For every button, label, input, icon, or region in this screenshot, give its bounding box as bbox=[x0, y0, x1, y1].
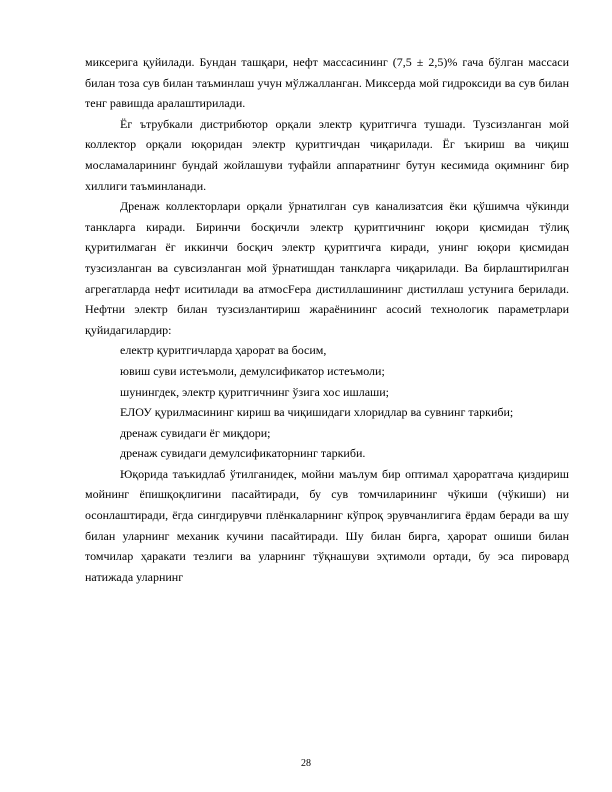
list-item-oil-content: дренаж сувидаги ёг миқдори; bbox=[120, 425, 271, 440]
page-number: 28 bbox=[301, 758, 311, 769]
document-body bbox=[85, 52, 569, 587]
paragraph-1: миксерига қуйилади. Бундан ташқари, нефт массасининг (7,5 ± 2,5)% гача бўлган массаси билан тоза сув билан таъминлаш учун мўлжалланган. Миксерда мой гидроксиди ва сув билан тенг равишда аралаштирилади. bbox=[85, 55, 569, 111]
list-item-demulsifier-content: дренаж сувидаги демулсификаторнинг таркиби. bbox=[120, 446, 366, 461]
list-item-wash-water: ювиш суви истеъмоли, демулсификатор истеъмоли; bbox=[120, 363, 385, 378]
list-item-temperature-pressure: електр қуритгичларда ҳарорат ва босим, bbox=[120, 343, 327, 358]
paragraph-2: Ёг ътрубкали дистрибютор орқали электр қуритгичга тушади. Тузсизланган мой коллектор орқали юқоридан электр қуритгичдан чиқарилади. Ёг ъкириш ва чиқиш мосламаларининг бундай жойлашуви туфайли аппаратнинг бутун кесимида оқимнинг бир хиллиги таъминланади. bbox=[85, 116, 569, 193]
paragraph-4: Юқорида таъкидлаб ўтилганидек, мойни маълум бир оптимал ҳароратгача қиздириш мойнинг ёпишқоқлигини пасайтиради, бу сув томчиларининг чўкиши (чўкиши) ни осонлаштиради, ёгда сингдирувчи плёнкаларнинг кўпроқ эрувчанлигига ёрдам беради ва шу билан уларнинг механик кучини пасайтиради. Шу билан бирга, ҳарорат ошиши билан томчилар ҳаракати тезлиги ва уларнинг тўқнашуви эҳтимоли ортади, бу эса пировард натижада уларнинг bbox=[85, 466, 569, 584]
list-item-specific-operation: шунингдек, электр қуритгичнинг ўзига хос ишлаши; bbox=[120, 384, 390, 399]
paragraph-3: Дренаж коллекторлари орқали ўрнатилган сув канализатсия ёки қўшимча чўкинди танкларга киради. Биринчи босқичли электр қуритгичнинг юқори қисмидан тўлиқ қуритилмаган ёг иккинчи босқич электр қуритгичга киради, унинг юқори қисмидан тузсизланган ва сувсизланган мой ўрнатишдан танкларга чиқарилади. Ва бирлаштирилган агрегатларда нефт иситилади ва атмосFера дистиллашининг дистиллаш устунига берилади. Нефтни электр билан тузсизлантириш жараёнининг асосий технологик параметрлари қуйидагилардир: bbox=[85, 199, 569, 337]
list-item-chlorides: ЕЛОУ қурилмасининг кириш ва чиқишидаги хлоридлар ва сувнинг таркиби; bbox=[120, 405, 514, 420]
